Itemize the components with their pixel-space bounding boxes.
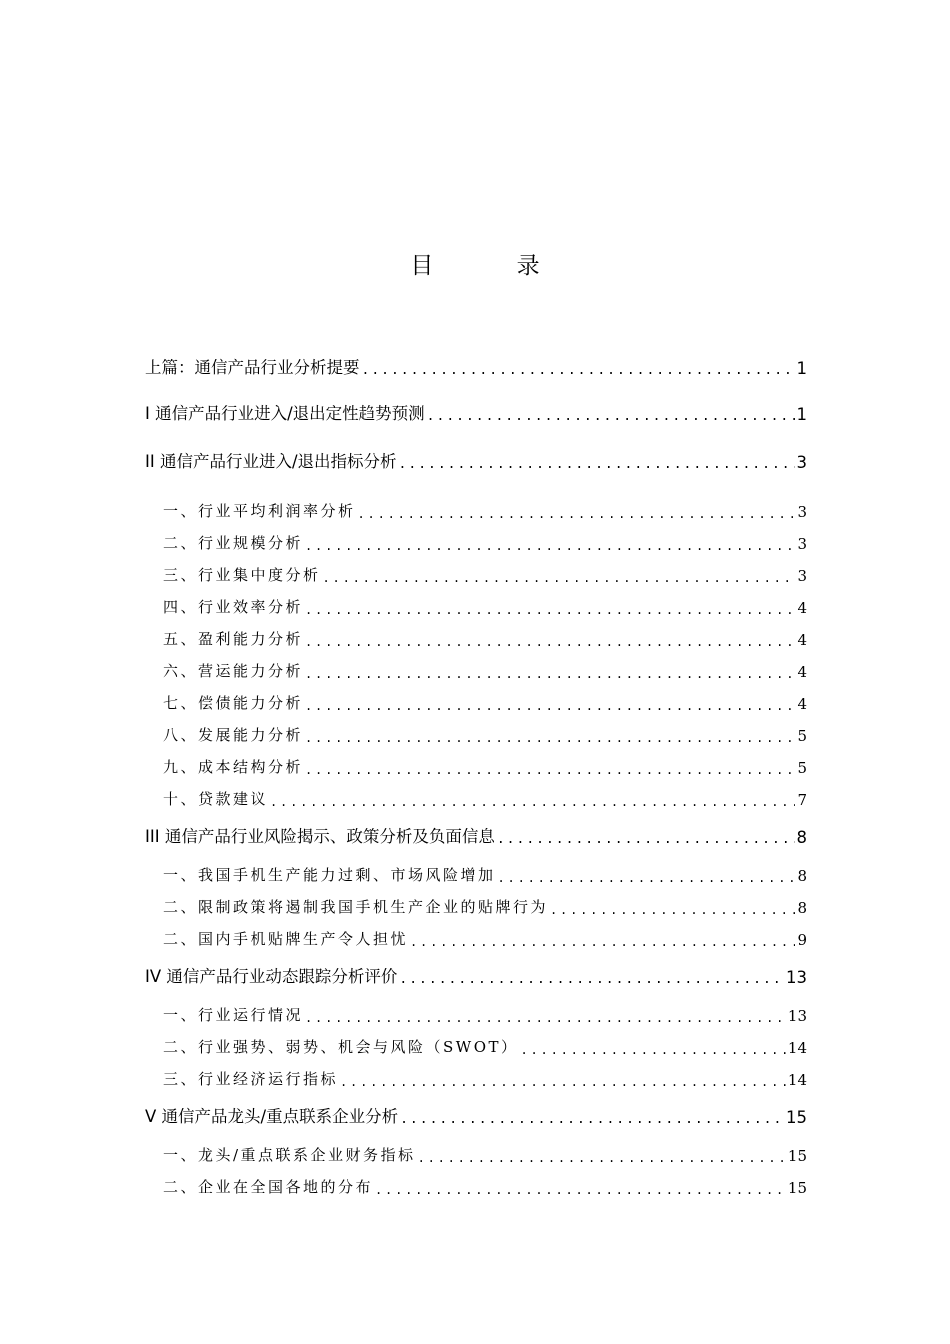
dot-leader [305, 603, 795, 617]
dot-leader [305, 1011, 786, 1025]
toc-entry-page: 15 [787, 1147, 807, 1165]
toc-entry-page: 1 [796, 359, 807, 378]
dot-leader [375, 1183, 786, 1197]
dot-leader [521, 1043, 786, 1057]
toc-entry-label: II 通信产品行业进入/退出指标分析 [145, 452, 397, 471]
toc-entry-page: 4 [797, 599, 807, 617]
toc-entry-label: 一、行业平均利润率分析 [163, 502, 356, 520]
toc-entry-page: 1 [796, 405, 807, 424]
toc-entry[interactable] [145, 354, 807, 378]
toc-entry-label: 五、盈利能力分析 [163, 630, 304, 648]
toc-entry[interactable] [145, 1103, 807, 1127]
toc-entry-label: 七、偿债能力分析 [163, 694, 304, 712]
toc-entry-page: 8 [797, 867, 807, 885]
toc-entry[interactable] [145, 787, 807, 809]
toc-entry-label: 九、成本结构分析 [163, 758, 304, 776]
toc-entry-page: 15 [786, 1108, 807, 1127]
toc-entry-page: 4 [797, 663, 807, 681]
toc-entry[interactable] [145, 448, 807, 472]
toc-entry-label: V 通信产品龙头/重点联系企业分析 [145, 1107, 399, 1126]
dot-leader [305, 667, 795, 681]
toc-entry[interactable] [145, 691, 807, 713]
dot-leader [497, 832, 795, 847]
dot-leader [362, 363, 795, 378]
toc-entry-label: 三、行业经济运行指标 [163, 1070, 339, 1088]
toc-entry[interactable] [145, 723, 807, 745]
toc-entry-label: 八、发展能力分析 [163, 726, 304, 744]
dot-leader [427, 409, 795, 424]
toc-entry-label: 二、国内手机贴牌生产令人担忧 [163, 930, 409, 948]
dot-leader [399, 457, 795, 472]
toc-entry-label: I 通信产品行业进入/退出定性趋势预测 [145, 404, 425, 423]
toc-entry-page: 13 [787, 1007, 807, 1025]
toc-entry[interactable] [145, 1067, 807, 1089]
toc-entry[interactable] [145, 1003, 807, 1025]
toc-entry[interactable] [145, 627, 807, 649]
dot-leader [550, 903, 795, 917]
toc-entry-page: 8 [797, 899, 807, 917]
dot-leader [305, 699, 795, 713]
toc-entry[interactable] [145, 1175, 807, 1197]
toc-entry-page: 9 [797, 931, 807, 949]
toc-entry[interactable] [145, 963, 807, 987]
dot-leader [400, 1112, 784, 1127]
toc-entry-label: 十、贷款建议 [163, 790, 269, 808]
dot-leader [418, 1151, 786, 1165]
toc-entry-page: 3 [797, 567, 807, 585]
toc-entry-label: 上篇：通信产品行业分析提要 [145, 358, 360, 377]
toc-entry[interactable] [145, 1035, 807, 1057]
toc-entry-label: 四、行业效率分析 [163, 598, 304, 616]
toc-entry-page: 4 [797, 631, 807, 649]
toc-entry-label: IV 通信产品行业动态跟踪分析评价 [145, 967, 398, 986]
toc-entry-label: 二、企业在全国各地的分布 [163, 1178, 374, 1196]
dot-leader [399, 972, 784, 987]
toc-entry-page: 14 [787, 1071, 807, 1089]
toc-entry-page: 8 [796, 828, 807, 847]
toc-entry[interactable] [145, 499, 807, 521]
toc-entry-label: 二、行业强势、弱势、机会与风险（SWOT） [163, 1038, 519, 1056]
toc-entry-label: III 通信产品行业风险揭示、政策分析及负面信息 [145, 827, 495, 846]
toc-entry[interactable] [145, 755, 807, 777]
toc-entry-page: 3 [796, 453, 807, 472]
toc-entry-page: 5 [797, 759, 807, 777]
toc-entry-page: 4 [797, 695, 807, 713]
dot-leader [305, 539, 795, 553]
toc-entry-label: 一、龙头/重点联系企业财务指标 [163, 1146, 416, 1164]
toc-entry-page: 7 [797, 791, 807, 809]
toc-entry[interactable] [145, 531, 807, 553]
toc-entry-page: 14 [787, 1039, 807, 1057]
dot-leader [410, 935, 795, 949]
toc-entry-label: 一、我国手机生产能力过剩、市场风险增加 [163, 866, 496, 884]
dot-leader [340, 1075, 786, 1089]
toc-title: 目 录 [410, 253, 578, 279]
dot-leader [270, 795, 795, 809]
toc-entry[interactable] [145, 863, 807, 885]
toc-entry-page: 3 [797, 503, 807, 521]
toc-entry[interactable] [145, 595, 807, 617]
toc-entry-page: 5 [797, 727, 807, 745]
toc-entry-label: 二、限制政策将遏制我国手机生产企业的贴牌行为 [163, 898, 549, 916]
dot-leader [323, 571, 796, 585]
toc-entry[interactable] [145, 823, 807, 847]
dot-leader [305, 635, 795, 649]
toc-entry[interactable] [145, 927, 807, 949]
toc-entry-label: 六、营运能力分析 [163, 662, 304, 680]
toc-entry[interactable] [145, 659, 807, 681]
toc-entry-label: 一、行业运行情况 [163, 1006, 304, 1024]
dot-leader [358, 507, 796, 521]
toc-entry[interactable] [145, 400, 807, 424]
toc-entry-label: 二、行业规模分析 [163, 534, 304, 552]
toc-entry-page: 15 [787, 1179, 807, 1197]
dot-leader [305, 763, 795, 777]
dot-leader [305, 731, 795, 745]
toc-entry-label: 三、行业集中度分析 [163, 566, 321, 584]
toc-entry-page: 3 [797, 535, 807, 553]
toc-entry-page: 13 [786, 968, 807, 987]
toc-entry[interactable] [145, 563, 807, 585]
dot-leader [498, 871, 796, 885]
toc-entry[interactable] [145, 1143, 807, 1165]
toc-entry[interactable] [145, 895, 807, 917]
